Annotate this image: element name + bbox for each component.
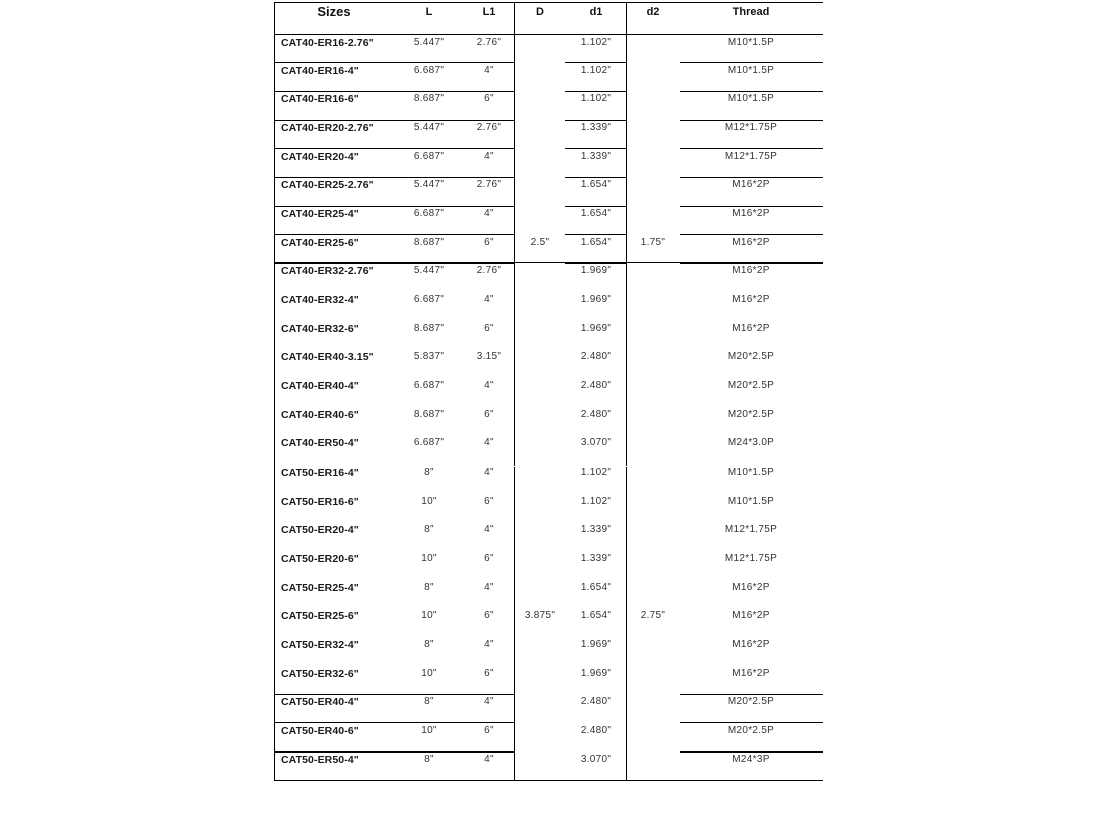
table-rule [680,62,823,63]
table-rule [680,694,823,695]
l1-cell: 2.76" [476,179,502,190]
header-thread: Thread [732,6,770,18]
l1-cell: 6" [484,725,494,736]
cat40-d-value: 2.5" [530,237,550,248]
table-rule [514,467,515,781]
table-rule [274,751,514,753]
thread-cell: M20*2.5P [727,351,775,362]
d1-cell: 2.480" [580,725,612,736]
table-rule [680,263,823,264]
table-rule [274,34,823,35]
d1-cell: 1.654" [580,610,612,621]
thread-cell: M10*1.5P [727,467,775,478]
header-sizes: Sizes [317,4,351,19]
l1-cell: 4" [484,65,494,76]
l1-cell: 6" [484,323,494,334]
size-cell: CAT40-ER40-6" [281,409,359,421]
l-cell: 8" [424,582,434,593]
table-rule [514,2,515,466]
l1-cell: 4" [484,380,494,391]
size-cell: CAT40-ER40-3.15" [281,351,374,363]
table-rule [565,263,626,264]
l-cell: 5.447" [413,265,445,276]
thread-cell: M16*2P [732,323,770,334]
l-cell: 6.687" [413,437,445,448]
header-d: D [536,6,544,18]
size-cell: CAT50-ER40-6" [281,725,359,737]
d1-cell: 2.480" [580,696,612,707]
table-rule [680,120,823,121]
table-rule [274,2,823,3]
d1-cell: 1.969" [580,265,612,276]
l-cell: 6.687" [413,151,445,162]
header-l: L [425,6,433,18]
thread-cell: M24*3.0P [727,437,775,448]
size-cell: CAT40-ER25-6" [281,237,359,249]
table-rule [680,722,823,723]
thread-cell: M16*2P [732,265,770,276]
l-cell: 5.447" [413,37,445,48]
d1-cell: 1.102" [580,65,612,76]
table-rule [680,148,823,149]
l1-cell: 6" [484,409,494,420]
size-cell: CAT50-ER25-6" [281,610,359,622]
cat50-d-value: 3.875" [524,610,556,621]
l1-cell: 4" [484,696,494,707]
l1-cell: 6" [484,93,494,104]
table-rule [565,120,626,121]
l-cell: 8" [424,639,434,650]
l1-cell: 2.76" [476,265,502,276]
d1-cell: 1.654" [580,179,612,190]
thread-cell: M10*1.5P [727,65,775,76]
l1-cell: 4" [484,151,494,162]
table-rule [626,467,627,781]
table-rule [680,206,823,207]
l1-cell: 4" [484,582,494,593]
l1-cell: 4" [484,208,494,219]
size-cell: CAT40-ER40-4" [281,380,359,392]
l1-cell: 4" [484,754,494,765]
table-rule [274,91,514,92]
table-rule [274,177,514,178]
l-cell: 8.687" [413,93,445,104]
d1-cell: 2.480" [580,380,612,391]
header-d2: d2 [646,6,660,18]
table-rule [565,91,626,92]
d1-cell: 1.102" [580,467,612,478]
l-cell: 10" [421,610,437,621]
d1-cell: 2.480" [580,409,612,420]
table-rule [565,206,626,207]
table-rule [565,177,626,178]
size-cell: CAT50-ER16-6" [281,496,359,508]
d1-cell: 1.969" [580,639,612,650]
d1-cell: 1.102" [580,37,612,48]
l1-cell: 6" [484,553,494,564]
d1-cell: 1.339" [580,524,612,535]
size-cell: CAT40-ER32-2.76" [281,265,374,277]
d1-cell: 1.339" [580,122,612,133]
l-cell: 8" [424,696,434,707]
table-rule [274,206,514,207]
thread-cell: M12*1.75P [724,151,778,162]
d1-cell: 3.070" [580,754,612,765]
thread-cell: M12*1.75P [724,122,778,133]
table-rule [680,234,823,235]
size-cell: CAT50-ER32-6" [281,668,359,680]
l1-cell: 4" [484,524,494,535]
d1-cell: 2.480" [580,351,612,362]
thread-cell: M16*2P [732,668,770,679]
d1-cell: 1.969" [580,323,612,334]
thread-cell: M12*1.75P [724,524,778,535]
thread-cell: M10*1.5P [727,37,775,48]
size-cell: CAT50-ER16-4" [281,467,359,479]
d1-cell: 1.654" [580,208,612,219]
l-cell: 8" [424,754,434,765]
l-cell: 8" [424,467,434,478]
l-cell: 10" [421,725,437,736]
l-cell: 10" [421,668,437,679]
table-rule [274,694,514,695]
thread-cell: M16*2P [732,208,770,219]
l-cell: 8" [424,524,434,535]
table-rule [626,2,627,466]
thread-cell: M16*2P [732,179,770,190]
l1-cell: 6" [484,237,494,248]
thread-cell: M12*1.75P [724,553,778,564]
table-rule [565,62,626,63]
l-cell: 5.447" [413,179,445,190]
l-cell: 8.687" [413,237,445,248]
table-rule [680,177,823,178]
table-rule [565,234,626,235]
d1-cell: 1.339" [580,553,612,564]
table-rule [565,148,626,149]
table-rule [274,234,514,235]
table-rule [274,120,514,121]
d1-cell: 1.969" [580,294,612,305]
l1-cell: 6" [484,610,494,621]
size-cell: CAT40-ER25-4" [281,208,359,220]
table-rule [274,2,275,781]
size-cell: CAT50-ER50-4" [281,754,359,766]
size-cell: CAT40-ER20-2.76" [281,122,374,134]
table-rule [274,722,514,723]
size-cell: CAT40-ER20-4" [281,151,359,163]
l-cell: 5.447" [413,122,445,133]
thread-cell: M20*2.5P [727,409,775,420]
l1-cell: 4" [484,467,494,478]
l-cell: 6.687" [413,65,445,76]
table-rule [680,91,823,92]
d1-cell: 1.969" [580,668,612,679]
thread-cell: M10*1.5P [727,93,775,104]
thread-cell: M16*2P [732,294,770,305]
table-rule [680,751,823,753]
cat40-d2-value: 1.75" [640,237,666,248]
l1-cell: 2.76" [476,122,502,133]
size-cell: CAT40-ER50-4" [281,437,359,449]
d1-cell: 1.102" [580,93,612,104]
l-cell: 6.687" [413,208,445,219]
thread-cell: M16*2P [732,582,770,593]
size-cell: CAT40-ER32-6" [281,323,359,335]
header-d1: d1 [589,6,603,18]
size-cell: CAT40-ER16-4" [281,65,359,77]
d1-cell: 1.654" [580,237,612,248]
l1-cell: 6" [484,496,494,507]
table-rule [274,780,823,781]
l1-cell: 4" [484,639,494,650]
thread-cell: M10*1.5P [727,496,775,507]
l-cell: 6.687" [413,294,445,305]
thread-cell: M16*2P [732,237,770,248]
thread-cell: M20*2.5P [727,725,775,736]
size-cell: CAT40-ER16-6" [281,93,359,105]
thread-cell: M16*2P [732,639,770,650]
l1-cell: 2.76" [476,37,502,48]
l1-cell: 4" [484,437,494,448]
table-rule [274,62,514,63]
size-cell: CAT50-ER20-6" [281,553,359,565]
size-cell: CAT50-ER25-4" [281,582,359,594]
l-cell: 10" [421,496,437,507]
table-rule [274,148,514,149]
thread-cell: M20*2.5P [727,380,775,391]
l-cell: 8.687" [413,323,445,334]
l1-cell: 3.15" [476,351,502,362]
size-cell: CAT40-ER16-2.76" [281,37,374,49]
l-cell: 5.837" [413,351,445,362]
header-l1: L1 [482,6,496,18]
d1-cell: 1.339" [580,151,612,162]
l-cell: 10" [421,553,437,564]
thread-cell: M16*2P [732,610,770,621]
d1-cell: 3.070" [580,437,612,448]
l-cell: 6.687" [413,380,445,391]
table-rule [274,263,514,264]
size-cell: CAT50-ER32-4" [281,639,359,651]
thread-cell: M24*3P [732,754,770,765]
l-cell: 8.687" [413,409,445,420]
size-cell: CAT40-ER32-4" [281,294,359,306]
l1-cell: 4" [484,294,494,305]
size-cell: CAT40-ER25-2.76" [281,179,374,191]
thread-cell: M20*2.5P [727,696,775,707]
size-cell: CAT50-ER40-4" [281,696,359,708]
table-rule [274,262,823,263]
l1-cell: 6" [484,668,494,679]
d1-cell: 1.654" [580,582,612,593]
cat50-d2-value: 2.75" [640,610,666,621]
d1-cell: 1.102" [580,496,612,507]
size-cell: CAT50-ER20-4" [281,524,359,536]
